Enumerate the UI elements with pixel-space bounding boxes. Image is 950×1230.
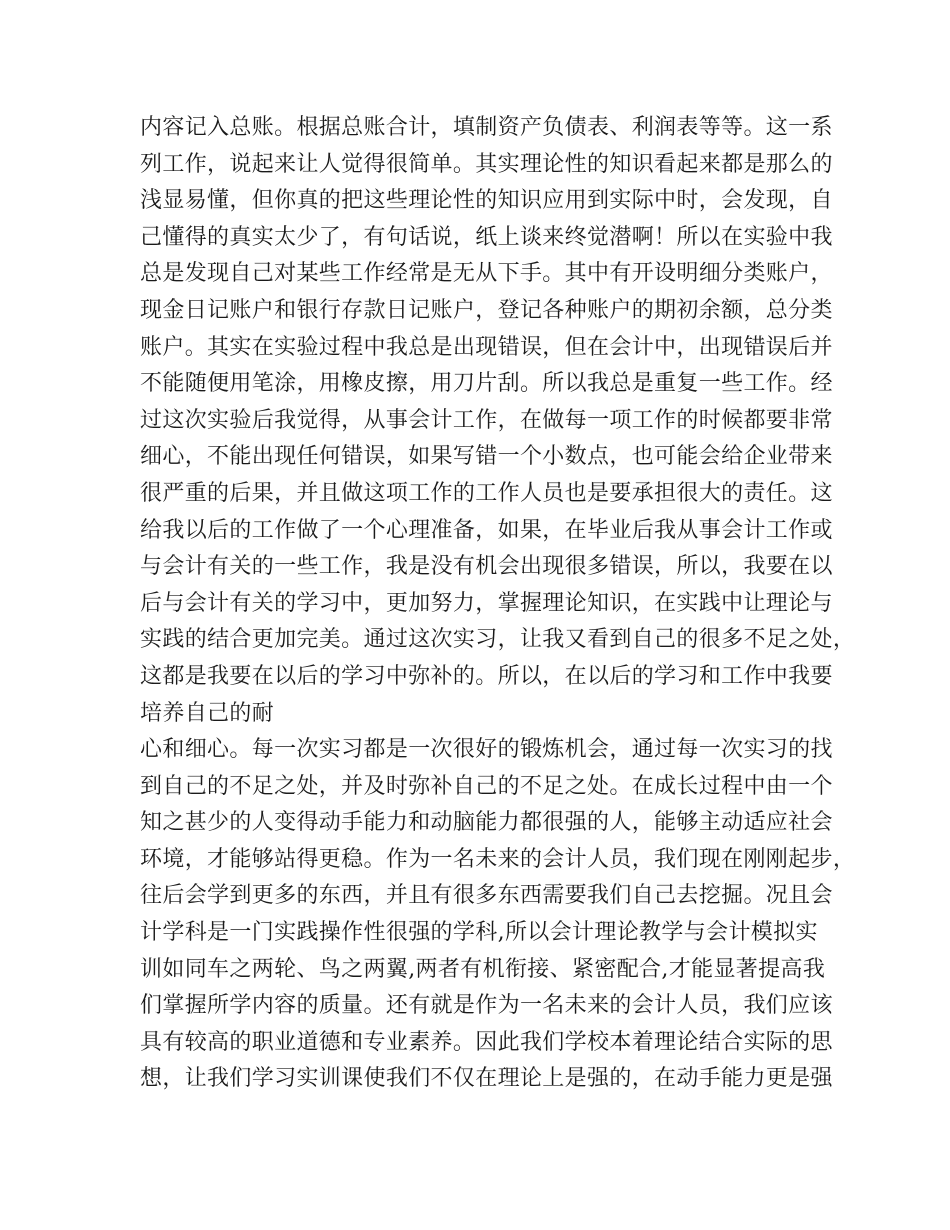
text-line: 这都是我要在以后的学习中弥补的。所以，在以后的学习和工作中我要 <box>140 663 833 689</box>
text-line: 现金日记账户和银行存款日记账户，登记各种账户的期初余额，总分类 <box>140 297 833 323</box>
text-line: 列工作，说起来让人觉得很简单。其实理论性的知识看起来都是那么的 <box>140 151 833 177</box>
text-line: 给我以后的工作做了一个心理准备，如果，在毕业后我从事会计工作或 <box>140 517 833 543</box>
text-line: 过这次实验后我觉得，从事会计工作，在做每一项工作的时候都要非常 <box>140 407 833 433</box>
text-line: 往后会学到更多的东西，并且有很多东西需要我们自己去挖掘。况且会 <box>140 883 833 909</box>
text-line: 总是发现自己对某些工作经常是无从下手。其中有开设明细分类账户， <box>140 261 833 287</box>
text-line: 己懂得的真实太少了，有句话说，纸上谈来终觉潜啊！所以在实验中我 <box>140 224 833 250</box>
text-line: 们掌握所学内容的质量。还有就是作为一名未来的会计人员，我们应该 <box>140 993 833 1019</box>
body-text <box>140 110 856 1098</box>
text-line: 培养自己的耐 <box>140 700 275 726</box>
text-line: 内容记入总账。根据总账合计，填制资产负债表、利润表等等。这一系 <box>140 115 833 140</box>
text-line: 账户。其实在实验过程中我总是出现错误，但在会计中，出现错误后并 <box>140 334 833 360</box>
text-line: 很严重的后果，并且做这项工作的工作人员也是要承担很大的责任。这 <box>140 480 833 506</box>
text-line: 到自己的不足之处，并及时弥补自己的不足之处。在成长过程中由一个 <box>140 773 833 799</box>
text-line: 与会计有关的一些工作，我是没有机会出现很多错误，所以，我要在以 <box>140 554 833 580</box>
text-line: 不能随便用笔涂，用橡皮擦，用刀片刮。所以我总是重复一些工作。经 <box>140 371 833 397</box>
text-line: 细心，不能出现任何错误，如果写错一个小数点，也可能会给企业带来 <box>140 444 833 470</box>
text-line: 训如同车之两轮、鸟之两翼,两者有机衔接、紧密配合,才能显著提高我 <box>140 956 826 982</box>
text-line: 实践的结合更加完美。通过这次实习，让我又看到自己的很多不足之处， <box>140 627 856 653</box>
text-line: 具有较高的职业道德和专业素养。因此我们学校本着理论结合实际的思 <box>140 1029 833 1055</box>
text-line: 想，让我们学习实训课使我们不仅在理论上是强的，在动手能力更是强 <box>140 1066 833 1092</box>
text-line: 心和细心。每一次实习都是一次很好的锻炼机会，通过每一次实习的找 <box>140 737 833 763</box>
text-line: 环境，才能够站得更稳。作为一名未来的会计人员，我们现在刚刚起步， <box>140 846 856 872</box>
text-line: 计学科是一门实践操作性很强的学科,所以会计理论教学与会计模拟实 <box>140 920 818 946</box>
text-line: 浅显易懂，但你真的把这些理论性的知识应用到实际中时，会发现，自 <box>140 188 833 214</box>
text-line: 后与会计有关的学习中，更加努力，掌握理论知识，在实践中让理论与 <box>140 590 833 616</box>
text-line: 知之甚少的人变得动手能力和动脑能力都很强的人，能够主动适应社会 <box>140 810 833 836</box>
